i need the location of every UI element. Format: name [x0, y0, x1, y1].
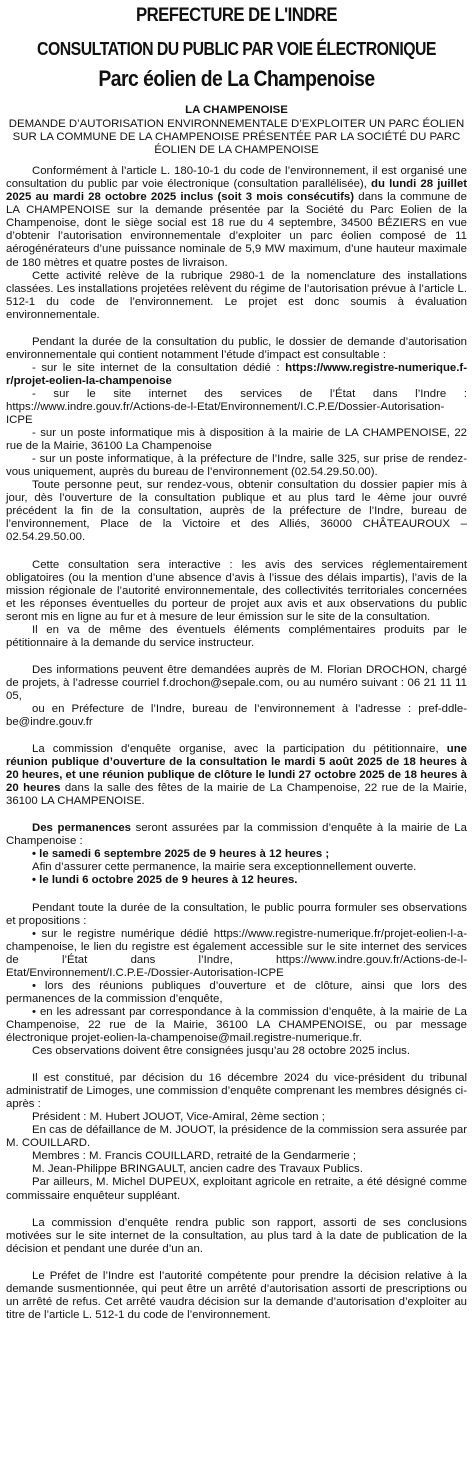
paragraph-classification: Cette activité relève de la rubrique 2980-1 de la nomenclature des installations classées. Les installations projetées relèvent du régime de l’autorisation prévue à l’article L. 512-1 du code de l’environnement. Le projet est donc soumis à évaluation environnementale.	[6, 269, 467, 321]
permanence-note: Afin d’assurer cette permanence, la mairie sera exceptionnellement ouverte.	[32, 861, 417, 874]
paragraph-report: La commission d’enquête rendra public son rapport, assorti de ses conclusions motivées sur le site internet de la consultation, au plus tard à la date de publication de la décision et pendant une durée d’un an.	[6, 1216, 467, 1255]
paragraph-observations: Pendant toute la durée de la consultation, le public pourra formuler ses observations et propositions :	[6, 901, 467, 927]
intro-text: DEMANDE D’AUTORISATION ENVIRONNEMENTALE D’EXPLOITER UN PARC ÉOLIEN SUR LA COMMUNE DE LA CHAMPENOISE PRÉSENTÉE PAR LA SOCIÉTÉ DU PARC ÉOLIEN DE LA CHAMPENOISE	[8, 118, 465, 157]
dossier-item-website: - sur le site internet de la consultation dédié : https://www.registre-numerique.f-r/projet-eolien-la-champenoise	[6, 361, 467, 387]
commission-member-2: M. Jean-Philippe BRINGAULT, ancien cadre des Travaux Publics.	[32, 1163, 363, 1176]
paragraph-information: Des informations peuvent être demandées auprès de M. Florian DROCHON, chargé de projets, à l’adresse courriel f.drochon@sepale.com, ou au numéro suivant : 06 21 11 11 05,	[6, 663, 467, 702]
paragraph-commission: Il est constitué, par décision du 16 décembre 2024 du vice-président du tribunal administratif de Limoges, une commission d’enquête comprenant les membres désignés ci-après :	[6, 1072, 467, 1111]
permanence-2: • le lundi 6 octobre 2025 de 9 heures à 12 heures.	[32, 874, 298, 887]
observation-item-mail: • en les adressant par correspondance à la commission d’enquête, à la mairie de La Champenoise, 22 rue de la Mairie, 36100 LA CHAMPENOISE, ou par message électronique projet-eolien-la-champenoise@mail.registre-numerique.fr.	[6, 1005, 467, 1044]
paragraph-authority: Le Préfet de l’Indre est l’autorité compétente pour prendre la décision relative à la demande susmentionnée, qui peut être un arrêté d’autorisation assorti de prescriptions ou un arrêté de refus. Cet arrêté vaudra décision sur la demande d’autorisation d’exploiter au titre de l’article L. 512-1 du code de l’environnement.	[6, 1269, 467, 1321]
commune-subtitle: LA CHAMPENOISE	[185, 104, 288, 116]
paragraph-interactive: Cette consultation sera interactive : les avis des services réglementairement obligatoires (ou la mention d’une absence d’avis à l’issue des délais impartis), l’avis de la mission régionale de l’autorité environnementale, des collectivités territoriales concernées et les réponses éventuelles du porteur de projet aux avis et aux observations du public seront mis en ligne au fur et à mesure de leur émission sur le site de la consultation.	[6, 558, 467, 623]
paragraph-public-meetings: La commission d’enquête organise, avec la participation du pétitionnaire, une réunion publique d’ouverture de la consultation le mardi 5 août 2025 de 18 heures à 20 heures, et une réunion publique de clôture le lundi 27 octobre 2025 de 18 heures à 20 heures dans la salle des fêtes de la mairie de La Champenoise, 22 rue de la Mairie, 36100 LA CHAMPENOISE.	[6, 743, 467, 808]
consultation-heading: CONSULTATION DU PUBLIC PAR VOIE ÉLECTRONIQUE	[37, 39, 436, 59]
dossier-item-mairie: - sur un poste informatique mis à disposition à la mairie de LA CHAMPENOISE, 22 rue de la Mairie, 36100 La Champenoise	[6, 427, 467, 453]
project-title: Parc éolien de La Champenoise	[98, 66, 375, 91]
observation-deadline: Ces observations doivent être consignées jusqu’au 28 octobre 2025 inclus.	[32, 1045, 411, 1058]
observation-item-meetings: • lors des réunions publiques d’ouverture et de clôture, ainsi que lors des permanences de la commission d’enquête,	[6, 979, 467, 1005]
observation-item-registry: • sur le registre numérique dédié https://www.registre-numerique.fr/projet-eolien-l-a-champenoise, le lien du registre est également accessible sur le site internet des services de l’État dans l’Indre, https://www.indre.gouv.fr/Actions-de-l-Etat/Environnement/I.C.P.E-/Dossier-Autorisation-ICPE	[6, 927, 467, 979]
paragraph-information-prefecture: ou en Préfecture de l’Indre, bureau de l’environnement à l’adresse : pref-ddle-be@indre.gouv.fr	[6, 702, 467, 729]
paragraph-permanences: Des permanences seront assurées par la commission d’enquête à la mairie de La Champenoise :	[6, 822, 467, 848]
paragraph-paper-dossier: Toute personne peut, sur rendez-vous, obtenir consultation du dossier papier mis à jour, dès l’ouverture de la consultation publique et au plus tard le 4ème jour ouvré précédent la fin de la consultation, auprès de la préfecture de l’Indre, bureau de l’environnement, Place de la Victoire et des Alliés, 36000 CHÂTEAUROUX – 02.54.29.50.00.	[6, 479, 467, 544]
dossier-item-state-site: - sur le site internet des services de l’État dans l’Indre : https://www.indre.gouv.fr/Actions-de-l-Etat/Environnement/I.C.P.E/Dossier-Autorisation-ICPE	[6, 387, 467, 427]
commission-substitute: Par ailleurs, M. Michel DUPEUX, exploitant agricole en retraite, a été désigné comme commissaire enquêteur suppléant.	[6, 1176, 467, 1202]
commission-member-1: Membres : M. Francis COUILLARD, retraité de la Gendarmerie ;	[32, 1150, 357, 1163]
paragraph-consultation: Conformément à l’article L. 180-10-1 du code de l’environnement, il est organisé une consultation du public par voie électronique (consultation parallélisée), du lundi 28 juillet 2025 au mardi 28 octobre 2025 inclus (soit 3 mois consécutifs) dans la commune de LA CHAMPENOISE sur la demande présentée par la Société du Parc Eolien de la Champenoise, dont le siège social est 18 rue du 4 septembre, 34500 BÉZIERS en vue d’obtenir l’autorisation environnementale d’exploiter un parc éolien composé de 11 aérogénérateurs d’une puissance nominale de 5,9 MW maximum, d’une hauteur maximale de 180 mètres et quatre postes de livraison.	[6, 165, 468, 269]
commission-default: En cas de défaillance de M. JOUOT, la présidence de la commission sera assurée par M. COUILLARD.	[6, 1124, 467, 1150]
paragraph-complementary: Il en va de même des éventuels éléments complémentaires produits par le pétitionnaire à la demande du service instructeur.	[6, 623, 467, 649]
dossier-item-prefecture: - sur un poste informatique, à la préfecture de l’Indre, salle 325, sur prise de rendez-vous uniquement, auprès du bureau de l’environnement (02.54.29.50.00).	[6, 453, 467, 479]
commission-president: Président : M. Hubert JOUOT, Vice-Amiral, 2ème section ;	[32, 1111, 325, 1124]
prefecture-heading: PREFECTURE DE L'INDRE	[136, 5, 337, 26]
permanence-1: • le samedi 6 septembre 2025 de 9 heures à 12 heures ;	[32, 848, 330, 861]
paragraph-dossier: Pendant la durée de la consultation du public, le dossier de demande d’autorisation environnementale qui contient notamment l’étude d’impact est consultable :	[6, 335, 467, 361]
